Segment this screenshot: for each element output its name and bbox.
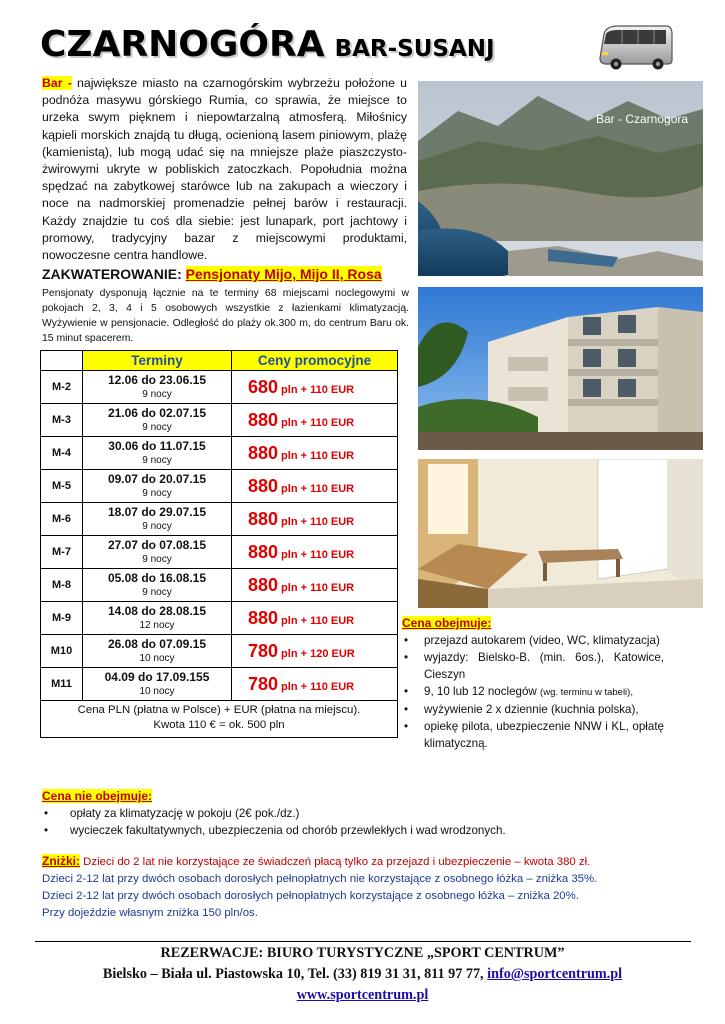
title-location: BAR-SUSANJ bbox=[334, 36, 495, 62]
term-nights: 10 nocy bbox=[139, 686, 175, 697]
price-suffix: pln + 110 EUR bbox=[281, 614, 355, 627]
price-pln: 780 bbox=[248, 673, 279, 694]
term-cell bbox=[83, 602, 232, 635]
footer-address bbox=[0, 964, 725, 985]
table-row bbox=[41, 404, 398, 437]
term-code: M-4 bbox=[41, 437, 83, 470]
term-code: M-7 bbox=[41, 536, 83, 569]
price-suffix: pln + 110 EUR bbox=[281, 548, 355, 561]
footer-agency: REZERWACJE: BIURO TURYSTYCZNE „SPORT CENTRUM” bbox=[160, 945, 565, 961]
price-cell bbox=[232, 470, 398, 503]
price-table bbox=[40, 350, 398, 738]
list-item: • opłaty za klimatyzację w pokoju (2€ pok./dz.) bbox=[42, 805, 682, 822]
price-includes-heading: Cena obejmuje: bbox=[402, 616, 492, 630]
term-cell bbox=[83, 371, 232, 404]
price-cell bbox=[232, 371, 398, 404]
table-row bbox=[41, 470, 398, 503]
price-pln: 880 bbox=[248, 409, 279, 430]
table-footer bbox=[41, 701, 398, 738]
discount-line: Dzieci 2-12 lat przy dwóch osobach dorosłych pełnopłatnych korzystające z osobnego łóżka – zniżka 20%. bbox=[42, 890, 579, 902]
term-code: M10 bbox=[41, 635, 83, 668]
term-nights: 9 nocy bbox=[142, 455, 172, 466]
price-suffix: pln + 110 EUR bbox=[281, 515, 355, 528]
term-dates: 05.08 do 16.08.15 bbox=[107, 571, 207, 585]
table-footer-line2: Kwota 110 € = ok. 500 pln bbox=[153, 719, 285, 731]
price-cell bbox=[232, 569, 398, 602]
term-nights: 10 nocy bbox=[139, 653, 175, 664]
term-nights: 9 nocy bbox=[142, 389, 172, 400]
discounts-heading: Zniżki: bbox=[42, 854, 80, 868]
price-suffix: pln + 110 EUR bbox=[281, 416, 355, 429]
accommodation-text: Pensjonaty dysponują łącznie na te terminy 68 miejscami noclegowymi w pokojach 2, 3, 4 i 5 osobowych wszystkie z łazienkami klimatyzacją. Wyżywienie w pensjonacie. Odległość do plaży ok.300 m, do centrum Baru ok. 15 minut spacerem. bbox=[42, 288, 409, 344]
table-row bbox=[41, 635, 398, 668]
price-cell bbox=[232, 536, 398, 569]
website-link[interactable]: www.sportcentrum.pl bbox=[296, 987, 429, 1003]
price-cell bbox=[232, 404, 398, 437]
page-title bbox=[40, 24, 495, 65]
footer bbox=[0, 943, 725, 1006]
title-country: CZARNOGÓRA bbox=[40, 24, 325, 65]
price-cell bbox=[232, 602, 398, 635]
term-cell bbox=[83, 437, 232, 470]
list-item: • wyjazdy: Bielsko-B. (min. 6os.), Katowice, Cieszyn bbox=[402, 649, 664, 683]
price-pln: 880 bbox=[248, 508, 279, 529]
discount-line: Przy dojeździe własnym zniżka 150 pln/os. bbox=[42, 907, 258, 919]
term-dates: 18.07 do 29.07.15 bbox=[107, 505, 207, 519]
city-aerial-photo bbox=[418, 81, 703, 276]
price-suffix: pln + 110 EUR bbox=[281, 449, 355, 462]
discounts-section bbox=[42, 853, 682, 922]
room-photo bbox=[418, 459, 703, 608]
price-suffix: pln + 110 EUR bbox=[281, 680, 355, 693]
table-body bbox=[41, 371, 398, 701]
term-dates: 21.06 do 02.07.15 bbox=[107, 406, 207, 420]
term-code: M11 bbox=[41, 668, 83, 701]
term-nights: 9 nocy bbox=[142, 488, 172, 499]
photo-caption: Bar - Czarnogora bbox=[596, 112, 689, 126]
accommodation-heading bbox=[42, 266, 382, 282]
price-cell bbox=[232, 437, 398, 470]
table-corner bbox=[41, 351, 83, 371]
price-includes-section bbox=[402, 615, 664, 752]
footer-divider bbox=[35, 941, 691, 942]
term-nights: 9 nocy bbox=[142, 554, 172, 565]
term-cell bbox=[83, 635, 232, 668]
list-item: • wycieczek fakultatywnych, ubezpieczenia od chorób przewlekłych i wad wrodzonych. bbox=[42, 822, 682, 839]
table-row bbox=[41, 668, 398, 701]
price-pln: 780 bbox=[248, 640, 279, 661]
list-item: • opiekę pilota, ubezpieczenie NNW i KL, opłatę klimatyczną. bbox=[402, 718, 664, 752]
guesthouse-photo bbox=[418, 287, 703, 450]
term-dates: 14.08 do 28.08.15 bbox=[107, 604, 207, 618]
list-item-text: 9, 10 lub 12 noclegów bbox=[424, 685, 537, 698]
term-cell bbox=[83, 569, 232, 602]
term-nights: 12 nocy bbox=[139, 620, 175, 631]
discount-line: Dzieci do 2 lat nie korzystające ze świadczeń płacą tylko za przejazd i ubezpieczenie – kwota 380 zł. bbox=[80, 856, 591, 868]
term-nights: 9 nocy bbox=[142, 587, 172, 598]
price-excludes-heading: Cena nie obejmuje: bbox=[42, 789, 153, 803]
bus-icon bbox=[596, 20, 674, 72]
table-row bbox=[41, 536, 398, 569]
table-row bbox=[41, 437, 398, 470]
term-code: M-2 bbox=[41, 371, 83, 404]
price-cell bbox=[232, 668, 398, 701]
price-excludes-section bbox=[42, 788, 682, 839]
term-code: M-9 bbox=[41, 602, 83, 635]
price-suffix: pln + 110 EUR bbox=[281, 581, 355, 594]
term-nights: 9 nocy bbox=[142, 422, 172, 433]
list-item-note: (wg. terminu w tabeli), bbox=[540, 687, 633, 698]
table-row bbox=[41, 602, 398, 635]
term-dates: 30.06 do 11.07.15 bbox=[108, 439, 206, 453]
prices-header: Ceny promocyjne bbox=[232, 351, 398, 371]
price-cell bbox=[232, 635, 398, 668]
accommodation-name: Pensjonaty Mijo, Mijo II, Rosa bbox=[185, 266, 382, 282]
term-cell bbox=[83, 470, 232, 503]
term-code: M-3 bbox=[41, 404, 83, 437]
discount-line: Dzieci 2-12 lat przy dwóch osobach dorosłych pełnopłatnych nie korzystające z osobnego łóżka – zniżka 35%. bbox=[42, 873, 598, 885]
table-row bbox=[41, 503, 398, 536]
term-cell bbox=[83, 536, 232, 569]
term-dates: 04.09 do 17.09.155 bbox=[104, 670, 210, 684]
price-pln: 880 bbox=[248, 541, 279, 562]
term-dates: 27.07 do 07.08.15 bbox=[107, 538, 207, 552]
term-cell bbox=[83, 668, 232, 701]
term-cell bbox=[83, 404, 232, 437]
list-item: • wyżywienie 2 x dziennie (kuchnia polska), bbox=[402, 701, 664, 718]
intro-paragraph bbox=[42, 75, 407, 264]
term-code: M-5 bbox=[41, 470, 83, 503]
term-dates: 09.07 do 20.07.15 bbox=[107, 472, 207, 486]
price-pln: 880 bbox=[248, 607, 279, 628]
terms-header: Terminy bbox=[83, 351, 232, 371]
price-cell bbox=[232, 503, 398, 536]
email-link[interactable]: info@sportcentrum.pl bbox=[487, 966, 623, 982]
accommodation-label: ZAKWATEROWANIE: bbox=[42, 266, 182, 282]
price-pln: 680 bbox=[248, 376, 279, 397]
table-row bbox=[41, 569, 398, 602]
list-item bbox=[402, 683, 664, 701]
price-pln: 880 bbox=[248, 574, 279, 595]
table-row bbox=[41, 371, 398, 404]
price-suffix: pln + 110 EUR bbox=[281, 383, 355, 396]
price-suffix: pln + 110 EUR bbox=[281, 482, 355, 495]
term-cell bbox=[83, 503, 232, 536]
term-code: M-8 bbox=[41, 569, 83, 602]
term-nights: 9 nocy bbox=[142, 521, 172, 532]
term-code: M-6 bbox=[41, 503, 83, 536]
term-dates: 26.08 do 07.09.15 bbox=[107, 637, 207, 651]
price-pln: 880 bbox=[248, 442, 279, 463]
price-pln: 880 bbox=[248, 475, 279, 496]
price-suffix: pln + 120 EUR bbox=[281, 647, 355, 660]
table-footer-line1: Cena PLN (płatna w Polsce) + EUR (płatna na miejscu). bbox=[77, 704, 361, 716]
intro-text: największe miasto na czarnogórskim wybrzeżu położone u podnóża masywu górskiego Rumia, co sprawia, że miejsce to urzeka swym pięknem i niepowtarzalną atmosferą. Miłośnicy kąpieli morskich znajdą tu długą, ocienioną lasem piniowym, plażę (kamienistą), lub mogą udać się na mniejsze plaże piaszczysto-żwirowymi ukryte w pobliskich zatoczkach. Popołudnia można spędzać na zabytkowej starówce lub na zakupach a wieczory i noce na nadmorskiej promenadzie pełnej barów i restauracji. Każdy znajdzie tu coś dla siebie: jest lunapark, port jachtowy i promowy, tradycyjny bazar z miejscowymi produktami, nowoczesne centra handlowe. bbox=[42, 76, 407, 263]
footer-contact: Bielsko – Biała ul. Piastowska 10, Tel. (33) 819 31 31, 811 97 77, bbox=[102, 966, 488, 982]
list-item: • przejazd autokarem (video, WC, klimatyzacja) bbox=[402, 632, 664, 649]
intro-lead: Bar - bbox=[42, 76, 72, 90]
term-dates: 12.06 do 23.06.15 bbox=[107, 373, 207, 387]
